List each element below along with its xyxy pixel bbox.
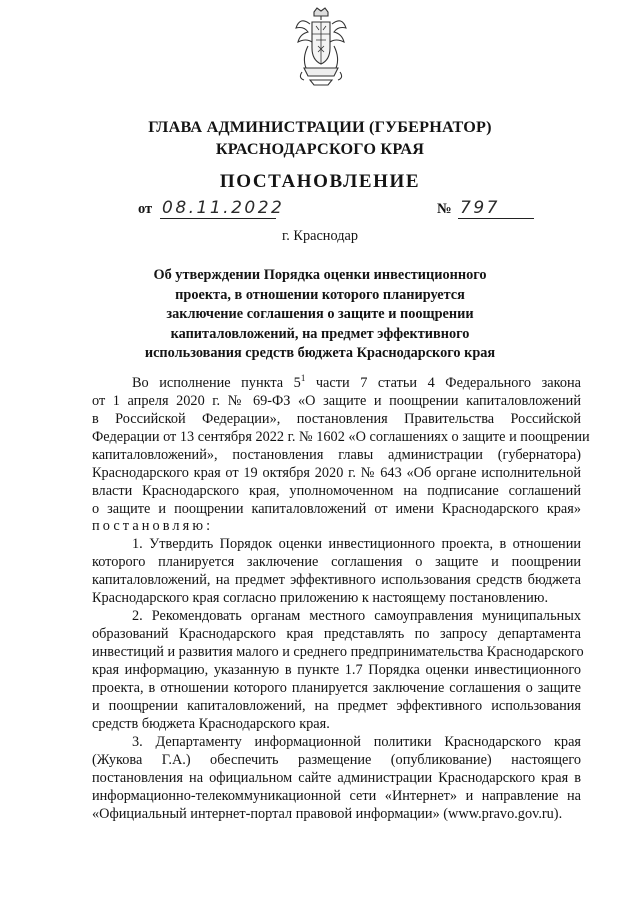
- item1-line: капиталовложений, на предмет эффективного использования средств бюджета: [92, 572, 581, 588]
- number-field: [458, 198, 534, 219]
- item2-line: инвестиций и развития малого и среднего предпринимательства Краснодарского: [92, 644, 584, 660]
- subject-line: заключение соглашения о защите и поощрении: [166, 306, 474, 322]
- body-line: Во исполнение пункта $5^1$ части 7 статьи 4 Федерального закона: [132, 373, 581, 391]
- handwritten-number: 797: [460, 198, 500, 218]
- body-line: капиталовложений», постановления главы администрации (губернатора): [92, 447, 581, 463]
- number-prefix: №: [437, 201, 452, 217]
- item3-line: информационно-телекоммуникационной сети «Интернет» и направление на: [92, 788, 581, 804]
- body-line: власти Краснодарского края, уполномоченном на подписание соглашений: [92, 483, 581, 499]
- subject-line: капиталовложений, на предмет эффективного: [170, 325, 470, 342]
- body-line: от 1 апреля 2020 г. № 69-ФЗ «О защите и поощрении капиталовложений: [92, 393, 581, 409]
- item1-line: 1. Утвердить Порядок оценки инвестиционного проекта, в отношении: [132, 536, 581, 552]
- body-line: Краснодарского края от 19 октября 2020 г. № 643 «Об органе исполнительной: [92, 465, 581, 481]
- item2-line: проекта, в отношении которого планируется заключение соглашения о защите: [92, 680, 581, 696]
- resolve-word: постановляю:: [92, 518, 214, 534]
- item1-line: которого планируется заключение соглашения о защите и поощрении: [92, 554, 581, 570]
- body-line: о защите и поощрении капиталовложений от имени Краснодарского края»: [92, 501, 581, 517]
- item2-line: и поощрении капиталовложений, на предмет эффективного использования: [92, 698, 581, 714]
- subject-line: проекта, в отношении которого планируется: [175, 286, 465, 303]
- subject-line: Об утверждении Порядка оценки инвестиционного: [153, 267, 487, 283]
- item3-line: «Официальный интернет-портал правовой информации» (www.pravo.gov.ru).: [92, 806, 563, 822]
- item3-line: постановления на официальном сайте администрации Краснодарского края в: [92, 770, 581, 786]
- body-line: в Российской Федерации», постановления Правительства Российской: [92, 411, 581, 427]
- item1-line: Краснодарского края согласно приложению к настоящему постановлению.: [92, 590, 549, 606]
- superscript: 1: [300, 373, 306, 383]
- authority-title-line1: ГЛАВА АДМИНИСТРАЦИИ (ГУБЕРНАТОР): [148, 118, 492, 136]
- item3-line: (Жукова Г.А.) обеспечить размещение (опубликование) настоящего: [92, 752, 581, 768]
- date-field: [160, 198, 285, 219]
- item3-line: 3. Департаменту информационной политики Краснодарского края: [132, 734, 581, 750]
- item2-line: образований Краснодарского края представлять по запросу департамента: [92, 626, 581, 642]
- body-line: Федерации от 13 сентября 2022 г. № 1602 «О соглашениях о защите и поощрении: [92, 429, 590, 445]
- subject-line: использования средств бюджета Краснодарского края: [144, 345, 496, 361]
- coat-of-arms-emblem: [294, 6, 348, 86]
- item2-line: средств бюджета Краснодарского края.: [92, 716, 330, 732]
- authority-title-line2: КРАСНОДАРСКОГО КРАЯ: [215, 140, 425, 158]
- handwritten-date: 08.11.2022: [162, 198, 285, 218]
- item2-line: 2. Рекомендовать органам местного самоуправления муниципальных: [132, 608, 581, 624]
- city-line: г. Краснодар: [282, 228, 358, 244]
- date-prefix: от: [138, 201, 153, 217]
- document-type-title: ПОСТАНОВЛЕНИЕ: [219, 171, 421, 192]
- item2-line: края информацию, указанную в пункте 1.7 Порядка оценки инвестиционного: [92, 662, 581, 678]
